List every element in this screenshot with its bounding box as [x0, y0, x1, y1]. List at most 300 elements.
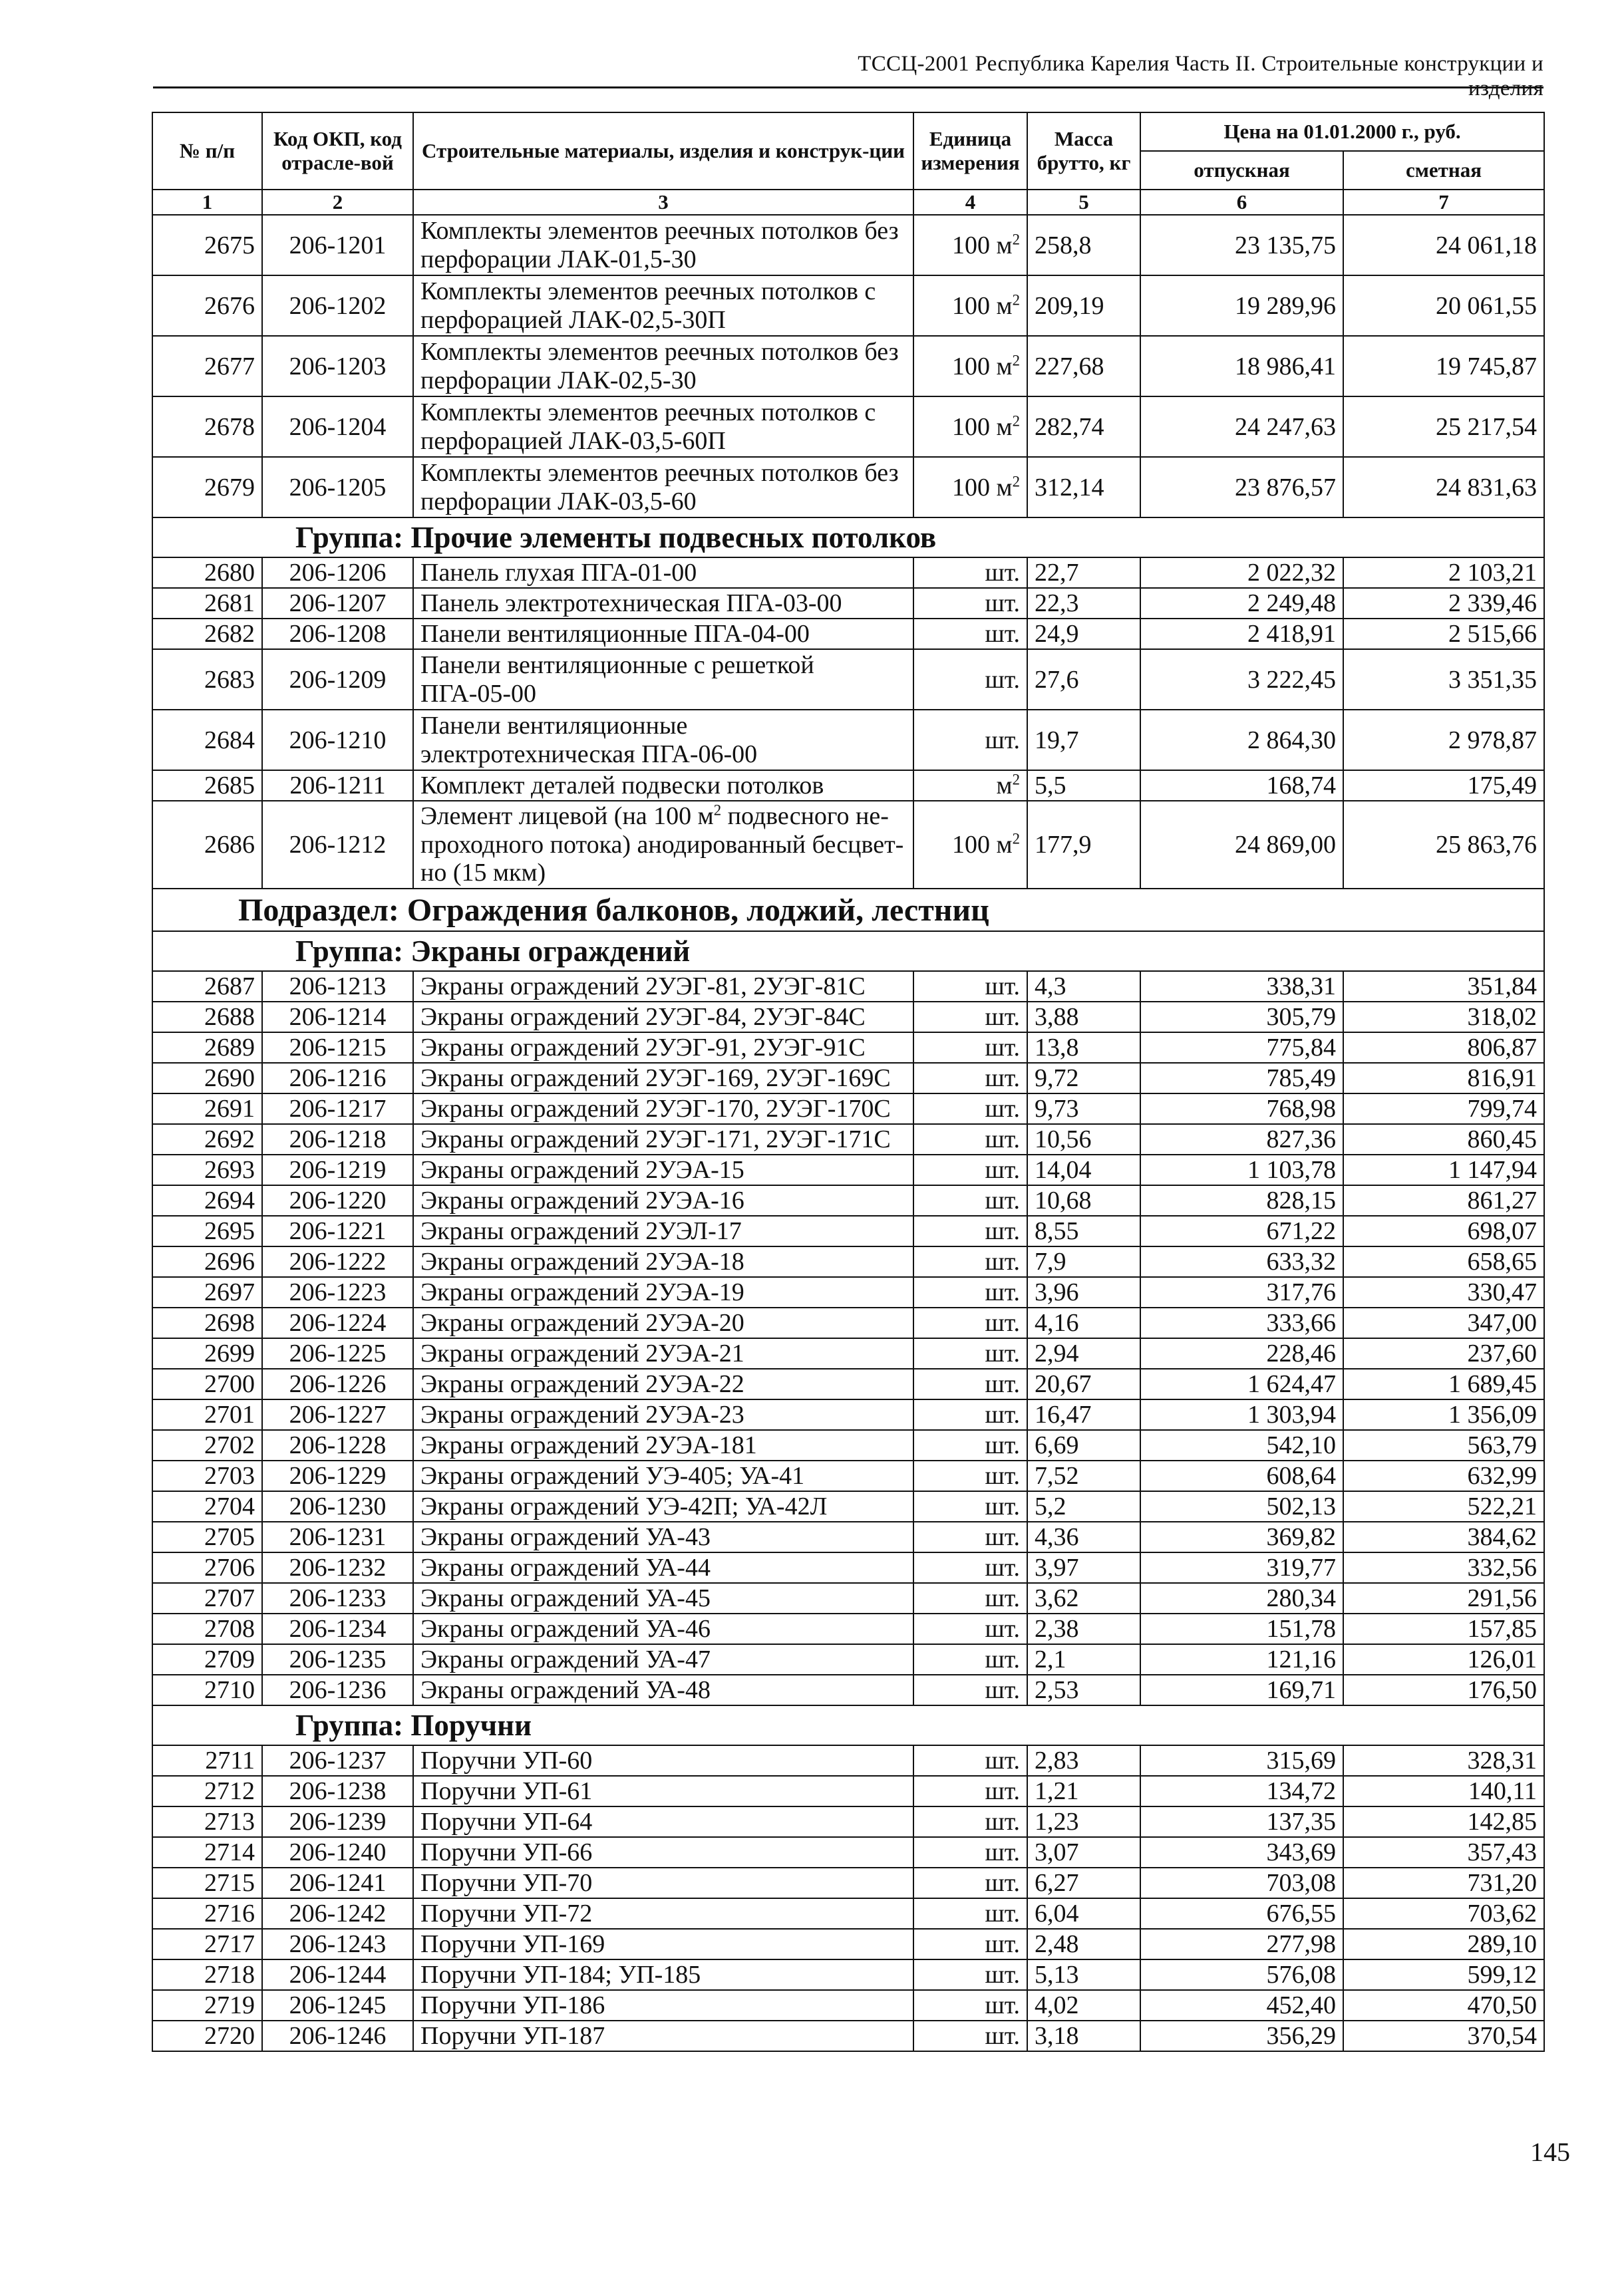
row-code: 206-1214 [262, 1002, 413, 1032]
row-name: Комплекты элементов реечных потолков без перфорации ЛАК-01,5-30 [413, 215, 913, 275]
table-row [152, 336, 1544, 396]
row-price-estimate: 806,87 [1343, 1032, 1544, 1063]
section-heading-row [152, 889, 1544, 931]
col-header-price-release: отпускная [1140, 151, 1343, 190]
row-code: 206-1231 [262, 1522, 413, 1552]
table-row [152, 1990, 1544, 2021]
row-number: 2683 [152, 649, 262, 710]
row-number: 2705 [152, 1522, 262, 1552]
row-unit [913, 770, 1027, 801]
row-name: Поручни УП-186 [413, 1990, 913, 2021]
table-row [152, 801, 1544, 889]
row-number: 2719 [152, 1990, 262, 2021]
row-unit-text: шт. [985, 1431, 1020, 1459]
row-unit-text: шт. [985, 1777, 1020, 1805]
row-name: Комплект деталей подвески потолков [413, 770, 913, 801]
table-row [152, 770, 1544, 801]
row-unit [913, 1399, 1027, 1430]
row-unit-text: шт. [985, 1156, 1020, 1184]
row-price-estimate: 599,12 [1343, 1959, 1544, 1990]
row-price-release: 3 222,45 [1140, 649, 1343, 710]
row-mass: 19,7 [1027, 710, 1140, 770]
row-price-estimate: 703,62 [1343, 1898, 1544, 1929]
row-unit-text: шт. [985, 589, 1020, 617]
row-name: Экраны ограждений 2УЭА-15 [413, 1155, 913, 1185]
row-price-release: 2 864,30 [1140, 710, 1343, 770]
row-unit [913, 1837, 1027, 1868]
row-price-release: 228,46 [1140, 1338, 1343, 1369]
table-row [152, 1959, 1544, 1990]
row-unit-text: шт. [985, 1584, 1020, 1612]
row-price-estimate: 25 217,54 [1343, 396, 1544, 457]
row-price-release: 24 247,63 [1140, 396, 1343, 457]
row-code: 206-1238 [262, 1776, 413, 1806]
row-unit-text: шт. [985, 972, 1020, 1000]
table-row [152, 1745, 1544, 1776]
row-price-estimate: 2 103,21 [1343, 557, 1544, 588]
row-price-release: 280,34 [1140, 1583, 1343, 1614]
col-header-price: Цена на 01.01.2000 г., руб. [1140, 112, 1544, 151]
col-number-row [152, 190, 1544, 215]
row-mass: 282,74 [1027, 396, 1140, 457]
row-price-release: 502,13 [1140, 1491, 1343, 1522]
row-price-release: 542,10 [1140, 1430, 1343, 1461]
row-code: 206-1239 [262, 1806, 413, 1837]
row-number: 2704 [152, 1491, 262, 1522]
row-code: 206-1233 [262, 1583, 413, 1614]
row-code: 206-1242 [262, 1898, 413, 1929]
col-number: 6 [1140, 190, 1343, 215]
row-price-release: 2 418,91 [1140, 619, 1343, 649]
row-unit [913, 588, 1027, 619]
row-unit [913, 1093, 1027, 1124]
row-name: Экраны ограждений УА-45 [413, 1583, 913, 1614]
table-row [152, 1491, 1544, 1522]
row-name: Экраны ограждений УЭ-42П; УА-42Л [413, 1491, 913, 1522]
row-number: 2716 [152, 1898, 262, 1929]
group-heading [152, 517, 1544, 557]
table-row [152, 396, 1544, 457]
row-price-estimate: 563,79 [1343, 1430, 1544, 1461]
row-unit-text: шт. [985, 1370, 1020, 1398]
section-heading [152, 889, 1544, 931]
row-name: Экраны ограждений 2УЭА-21 [413, 1338, 913, 1369]
group-heading-prefix: Группа: [295, 521, 404, 554]
table-row [152, 971, 1544, 1002]
row-unit-text: шт. [985, 1095, 1020, 1123]
group-heading-row [152, 517, 1544, 557]
row-price-release: 452,40 [1140, 1990, 1343, 2021]
row-mass: 3,88 [1027, 1002, 1140, 1032]
row-mass: 5,5 [1027, 770, 1140, 801]
row-unit-text: шт. [985, 1248, 1020, 1276]
row-mass: 5,2 [1027, 1491, 1140, 1522]
row-name-part: подвесного не-проходного потока) анодированный бесцвет-но (15 мкм) [420, 802, 904, 887]
row-number: 2679 [152, 457, 262, 517]
row-mass: 10,56 [1027, 1124, 1140, 1155]
table-row [152, 1032, 1544, 1063]
table-row [152, 1277, 1544, 1308]
row-code: 206-1226 [262, 1369, 413, 1399]
row-mass: 27,6 [1027, 649, 1140, 710]
row-code: 206-1246 [262, 2021, 413, 2051]
row-name: Поручни УП-64 [413, 1806, 913, 1837]
row-unit-text: шт. [985, 1187, 1020, 1215]
row-unit-text: шт. [985, 1462, 1020, 1490]
row-price-release: 1 624,47 [1140, 1369, 1343, 1399]
row-unit [913, 557, 1027, 588]
row-number: 2710 [152, 1675, 262, 1705]
row-price-estimate: 291,56 [1343, 1583, 1544, 1614]
row-price-estimate: 799,74 [1343, 1093, 1544, 1124]
row-price-release: 775,84 [1140, 1032, 1343, 1063]
row-number: 2708 [152, 1614, 262, 1644]
row-code: 206-1232 [262, 1552, 413, 1583]
row-price-release: 151,78 [1140, 1614, 1343, 1644]
row-number: 2687 [152, 971, 262, 1002]
row-price-release: 23 876,57 [1140, 457, 1343, 517]
row-code: 206-1230 [262, 1491, 413, 1522]
row-price-release: 333,66 [1140, 1308, 1343, 1338]
row-number: 2697 [152, 1277, 262, 1308]
row-price-estimate: 347,00 [1343, 1308, 1544, 1338]
row-unit-text: шт. [985, 665, 1020, 694]
row-code: 206-1210 [262, 710, 413, 770]
row-code: 206-1218 [262, 1124, 413, 1155]
row-unit-text: 100 м [952, 831, 1013, 859]
row-name: Комплекты элементов реечных потолков без перфорации ЛАК-03,5-60 [413, 457, 913, 517]
row-unit [913, 1522, 1027, 1552]
row-price-estimate: 140,11 [1343, 1776, 1544, 1806]
row-price-release: 608,64 [1140, 1461, 1343, 1491]
row-mass: 4,02 [1027, 1990, 1140, 2021]
row-unit-text: шт. [985, 1646, 1020, 1673]
row-name: Экраны ограждений 2УЭГ-171, 2УЭГ-171С [413, 1124, 913, 1155]
table-row [152, 1644, 1544, 1675]
row-number: 2692 [152, 1124, 262, 1155]
row-number: 2681 [152, 588, 262, 619]
row-unit-text: шт. [985, 1961, 1020, 1989]
row-name: Экраны ограждений УЭ-405; УА-41 [413, 1461, 913, 1491]
row-unit-text: шт. [985, 1900, 1020, 1928]
row-mass: 1,21 [1027, 1776, 1140, 1806]
col-number: 5 [1027, 190, 1140, 215]
row-name: Поручни УП-169 [413, 1929, 913, 1959]
row-unit [913, 1929, 1027, 1959]
table-row [152, 1185, 1544, 1216]
row-name-superscript: 2 [713, 801, 722, 819]
row-code: 206-1202 [262, 275, 413, 336]
row-code: 206-1216 [262, 1063, 413, 1093]
row-code: 206-1211 [262, 770, 413, 801]
row-unit-text: шт. [985, 1838, 1020, 1866]
row-number: 2702 [152, 1430, 262, 1461]
row-price-estimate: 332,56 [1343, 1552, 1544, 1583]
row-price-release: 703,08 [1140, 1868, 1343, 1898]
row-price-estimate: 860,45 [1343, 1124, 1544, 1155]
table-row [152, 2021, 1544, 2051]
row-name: Экраны ограждений УА-47 [413, 1644, 913, 1675]
row-number: 2720 [152, 2021, 262, 2051]
row-unit-text: шт. [985, 1808, 1020, 1836]
col-header-mass: Масса брутто, кг [1027, 112, 1140, 190]
row-name: Панели вентиляционные ПГА-04-00 [413, 619, 913, 649]
table-row [152, 1522, 1544, 1552]
row-name: Поручни УП-60 [413, 1745, 913, 1776]
row-number: 2684 [152, 710, 262, 770]
running-title: ТССЦ-2001 Республика Карелия Часть II. Строительные конструкции и изделия [858, 52, 1543, 100]
row-price-estimate: 3 351,35 [1343, 649, 1544, 710]
row-unit-text: шт. [985, 1401, 1020, 1429]
row-name: Панели вентиляционные с решеткой ПГА-05-00 [413, 649, 913, 710]
row-unit-text: 100 м [952, 291, 1013, 320]
row-price-release: 277,98 [1140, 1929, 1343, 1959]
row-name: Экраны ограждений 2УЭГ-169, 2УЭГ-169С [413, 1063, 913, 1093]
row-name: Поручни УП-61 [413, 1776, 913, 1806]
row-code: 206-1212 [262, 801, 413, 889]
row-mass: 16,47 [1027, 1399, 1140, 1430]
row-price-release: 137,35 [1140, 1806, 1343, 1837]
row-number: 2712 [152, 1776, 262, 1806]
row-unit-superscript: 2 [1012, 472, 1020, 490]
row-unit [913, 1185, 1027, 1216]
row-mass: 10,68 [1027, 1185, 1140, 1216]
row-number: 2682 [152, 619, 262, 649]
table-row [152, 275, 1544, 336]
row-code: 206-1229 [262, 1461, 413, 1491]
row-price-estimate: 698,07 [1343, 1216, 1544, 1246]
row-price-estimate: 816,91 [1343, 1063, 1544, 1093]
col-number: 2 [262, 190, 413, 215]
row-unit [913, 1338, 1027, 1369]
row-number: 2677 [152, 336, 262, 396]
row-code: 206-1227 [262, 1399, 413, 1430]
row-code: 206-1205 [262, 457, 413, 517]
row-code: 206-1222 [262, 1246, 413, 1277]
table-row [152, 1063, 1544, 1093]
table-row [152, 1837, 1544, 1868]
row-unit [913, 1246, 1027, 1277]
row-unit-text: 100 м [952, 231, 1013, 259]
group-heading-title: Поручни [410, 1709, 532, 1742]
row-unit [913, 1552, 1027, 1583]
row-number: 2714 [152, 1837, 262, 1868]
row-unit-text: шт. [985, 1930, 1020, 1958]
row-name: Панели вентиляционные электротехническая ПГА-06-00 [413, 710, 913, 770]
row-price-estimate: 142,85 [1343, 1806, 1544, 1837]
table-row [152, 1399, 1544, 1430]
row-price-estimate: 126,01 [1343, 1644, 1544, 1675]
row-price-estimate: 731,20 [1343, 1868, 1544, 1898]
row-name: Экраны ограждений УА-43 [413, 1522, 913, 1552]
row-code: 206-1234 [262, 1614, 413, 1644]
row-mass: 9,72 [1027, 1063, 1140, 1093]
group-heading [152, 931, 1544, 971]
row-unit-text: шт. [985, 2022, 1020, 2050]
row-unit [913, 275, 1027, 336]
row-mass: 312,14 [1027, 457, 1140, 517]
row-number: 2698 [152, 1308, 262, 1338]
row-mass: 2,1 [1027, 1644, 1140, 1675]
row-mass: 2,48 [1027, 1929, 1140, 1959]
row-price-estimate: 318,02 [1343, 1002, 1544, 1032]
row-number: 2688 [152, 1002, 262, 1032]
col-number: 7 [1343, 190, 1544, 215]
row-price-estimate: 370,54 [1343, 2021, 1544, 2051]
row-price-release: 785,49 [1140, 1063, 1343, 1093]
row-name: Поручни УП-70 [413, 1868, 913, 1898]
row-code: 206-1213 [262, 971, 413, 1002]
table-row [152, 1369, 1544, 1399]
row-mass: 4,36 [1027, 1522, 1140, 1552]
table-row [152, 1461, 1544, 1491]
row-mass: 6,69 [1027, 1430, 1140, 1461]
row-mass: 14,04 [1027, 1155, 1140, 1185]
row-code: 206-1223 [262, 1277, 413, 1308]
row-name: Поручни УП-187 [413, 2021, 913, 2051]
header-rule [153, 86, 1543, 88]
row-code: 206-1207 [262, 588, 413, 619]
row-price-estimate: 1 356,09 [1343, 1399, 1544, 1430]
row-price-estimate: 24 061,18 [1343, 215, 1544, 275]
table-row [152, 649, 1544, 710]
row-mass: 6,27 [1027, 1868, 1140, 1898]
row-name: Экраны ограждений 2УЭА-22 [413, 1369, 913, 1399]
row-mass: 177,9 [1027, 801, 1140, 889]
row-unit-text: шт. [985, 1615, 1020, 1643]
table-row [152, 588, 1544, 619]
row-name: Поручни УП-72 [413, 1898, 913, 1929]
row-name: Экраны ограждений УА-44 [413, 1552, 913, 1583]
row-price-release: 827,36 [1140, 1124, 1343, 1155]
row-price-estimate: 175,49 [1343, 770, 1544, 801]
row-name: Экраны ограждений 2УЭА-181 [413, 1430, 913, 1461]
table-row [152, 1583, 1544, 1614]
row-mass: 24,9 [1027, 619, 1140, 649]
row-unit [913, 457, 1027, 517]
row-price-release: 317,76 [1140, 1277, 1343, 1308]
row-name: Экраны ограждений 2УЭА-23 [413, 1399, 913, 1430]
row-name: Экраны ограждений 2УЭГ-84, 2УЭГ-84С [413, 1002, 913, 1032]
row-mass: 2,53 [1027, 1675, 1140, 1705]
row-price-release: 24 869,00 [1140, 801, 1343, 889]
row-mass: 4,16 [1027, 1308, 1140, 1338]
row-number: 2680 [152, 557, 262, 588]
row-price-estimate: 237,60 [1343, 1338, 1544, 1369]
row-price-release: 315,69 [1140, 1745, 1343, 1776]
row-unit-text: 100 м [952, 412, 1013, 441]
row-unit [913, 1216, 1027, 1246]
row-unit-text: шт. [985, 1493, 1020, 1520]
table-row [152, 1614, 1544, 1644]
row-name: Комплекты элементов реечных потолков без перфорации ЛАК-02,5-30 [413, 336, 913, 396]
row-unit-text: шт. [985, 1309, 1020, 1337]
table-row [152, 1308, 1544, 1338]
section-heading-title: Ограждения балконов, лоджий, лестниц [406, 892, 989, 928]
row-price-release: 676,55 [1140, 1898, 1343, 1929]
row-code: 206-1243 [262, 1929, 413, 1959]
row-price-estimate: 330,47 [1343, 1277, 1544, 1308]
row-name: Экраны ограждений 2УЭГ-91, 2УЭГ-91С [413, 1032, 913, 1063]
row-number: 2711 [152, 1745, 262, 1776]
table-row [152, 1929, 1544, 1959]
table-row [152, 215, 1544, 275]
row-name: Экраны ограждений 2УЭЛ-17 [413, 1216, 913, 1246]
row-unit [913, 1614, 1027, 1644]
row-unit [913, 1806, 1027, 1837]
row-price-estimate: 632,99 [1343, 1461, 1544, 1491]
col-header-code: Код ОКП, код отрасле-вой [262, 112, 413, 190]
row-price-estimate: 289,10 [1343, 1929, 1544, 1959]
row-mass: 13,8 [1027, 1032, 1140, 1063]
row-unit-superscript: 2 [1012, 830, 1020, 847]
price-table [152, 112, 1545, 2052]
row-code: 206-1245 [262, 1990, 413, 2021]
row-unit [913, 1369, 1027, 1399]
row-unit [913, 1461, 1027, 1491]
row-unit [913, 1032, 1027, 1063]
row-price-release: 671,22 [1140, 1216, 1343, 1246]
row-code: 206-1236 [262, 1675, 413, 1705]
row-code: 206-1208 [262, 619, 413, 649]
row-price-release: 633,32 [1140, 1246, 1343, 1277]
group-heading-row [152, 931, 1544, 971]
row-unit-superscript: 2 [1012, 291, 1020, 308]
row-mass: 22,3 [1027, 588, 1140, 619]
row-name: Поручни УП-66 [413, 1837, 913, 1868]
row-mass: 6,04 [1027, 1898, 1140, 1929]
row-price-estimate: 20 061,55 [1343, 275, 1544, 336]
row-unit [913, 1155, 1027, 1185]
row-number: 2676 [152, 275, 262, 336]
table-row [152, 710, 1544, 770]
row-code: 206-1241 [262, 1868, 413, 1898]
row-mass: 209,19 [1027, 275, 1140, 336]
row-unit-text: шт. [985, 620, 1020, 648]
row-number: 2678 [152, 396, 262, 457]
row-mass: 7,52 [1027, 1461, 1140, 1491]
row-mass: 227,68 [1027, 336, 1140, 396]
row-unit [913, 1675, 1027, 1705]
row-number: 2703 [152, 1461, 262, 1491]
row-price-release: 319,77 [1140, 1552, 1343, 1583]
row-mass: 1,23 [1027, 1806, 1140, 1837]
row-unit-text: шт. [985, 1217, 1020, 1245]
row-unit [913, 1898, 1027, 1929]
row-code: 206-1228 [262, 1430, 413, 1461]
row-price-release: 134,72 [1140, 1776, 1343, 1806]
row-name: Экраны ограждений 2УЭА-16 [413, 1185, 913, 1216]
row-mass: 3,97 [1027, 1552, 1140, 1583]
col-header-unit: Единица измерения [913, 112, 1027, 190]
row-price-release: 768,98 [1140, 1093, 1343, 1124]
row-unit [913, 2021, 1027, 2051]
row-unit-text: шт. [985, 1554, 1020, 1582]
row-price-estimate: 1 147,94 [1343, 1155, 1544, 1185]
row-unit-superscript: 2 [1012, 412, 1020, 429]
row-number: 2700 [152, 1369, 262, 1399]
group-heading [152, 1705, 1544, 1745]
group-heading-prefix: Группа: [295, 1709, 404, 1742]
row-number: 2706 [152, 1552, 262, 1583]
row-name: Панель глухая ПГА-01-00 [413, 557, 913, 588]
table-row [152, 1675, 1544, 1705]
row-code: 206-1217 [262, 1093, 413, 1124]
row-unit-text: шт. [985, 559, 1020, 587]
row-number: 2691 [152, 1093, 262, 1124]
table-row [152, 1776, 1544, 1806]
row-unit-text: 100 м [952, 473, 1013, 502]
